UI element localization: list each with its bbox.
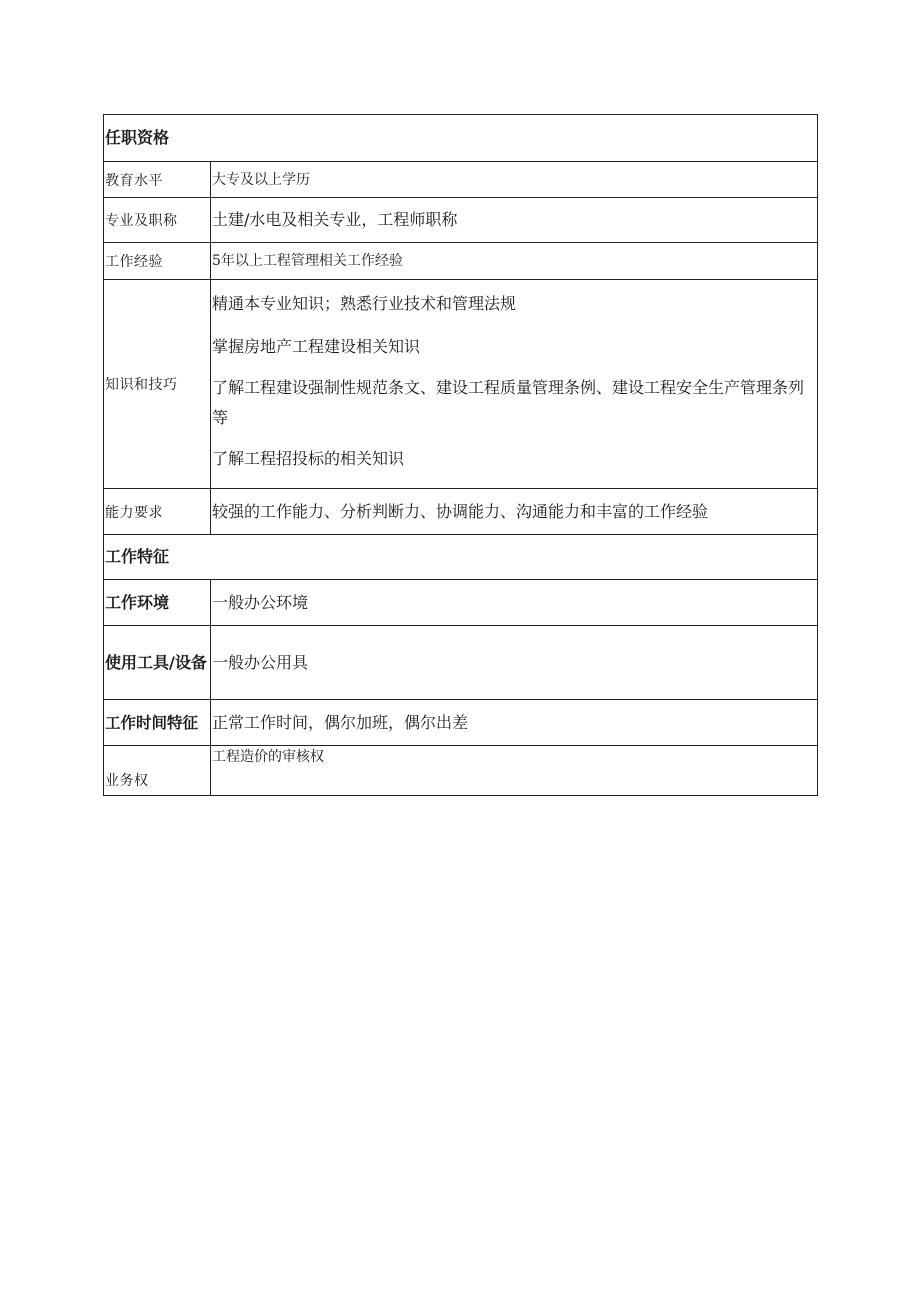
features-header-row xyxy=(104,535,818,580)
features-section-title: 工作特征 xyxy=(104,535,818,580)
education-row xyxy=(104,162,818,198)
environment-label: 工作环境 xyxy=(104,580,211,626)
knowledge-item: 掌握房地产工程建设相关知识 xyxy=(212,336,421,356)
tools-value: 一般办公用具 xyxy=(211,626,818,700)
knowledge-item: 精通本专业知识；熟悉行业技术和管理法规 xyxy=(212,293,517,313)
experience-value: 5年以上工程管理相关工作经验 xyxy=(211,243,818,280)
knowledge-item: 了解工程建设强制性规范条文、建设工程质量管理条例、建设工程安全生产管理条列等 xyxy=(212,377,805,427)
tools-row xyxy=(104,626,818,700)
education-value: 大专及以上学历 xyxy=(211,162,818,198)
major-row xyxy=(104,198,818,243)
education-label: 教育水平 xyxy=(104,162,211,198)
knowledge-item: 了解工程招投标的相关知识 xyxy=(212,448,405,468)
knowledge-row xyxy=(104,280,818,489)
major-label: 专业及职称 xyxy=(104,198,211,243)
experience-label: 工作经验 xyxy=(104,243,211,280)
work-time-row xyxy=(104,700,818,746)
ability-row xyxy=(104,489,818,535)
environment-row xyxy=(104,580,818,626)
authority-value: 工程造价的审核权 xyxy=(211,746,818,796)
ability-label: 能力要求 xyxy=(104,489,211,535)
work-time-value: 正常工作时间，偶尔加班，偶尔出差 xyxy=(211,700,818,746)
environment-value: 一般办公环境 xyxy=(211,580,818,626)
ability-value: 较强的工作能力、分析判断力、协调能力、沟通能力和丰富的工作经验 xyxy=(211,489,818,535)
tools-label: 使用工具/设备 xyxy=(104,626,211,700)
authority-label: 业务权 xyxy=(104,746,211,796)
authority-row xyxy=(104,746,818,796)
work-time-label: 工作时间特征 xyxy=(104,700,211,746)
major-value: 土建/水电及相关专业，工程师职称 xyxy=(211,198,818,243)
job-description-table xyxy=(103,114,818,796)
knowledge-label: 知识和技巧 xyxy=(104,280,211,489)
experience-row xyxy=(104,243,818,280)
qualifications-section-title: 任职资格 xyxy=(104,115,818,162)
knowledge-value xyxy=(211,280,818,489)
qualifications-header-row xyxy=(104,115,818,162)
